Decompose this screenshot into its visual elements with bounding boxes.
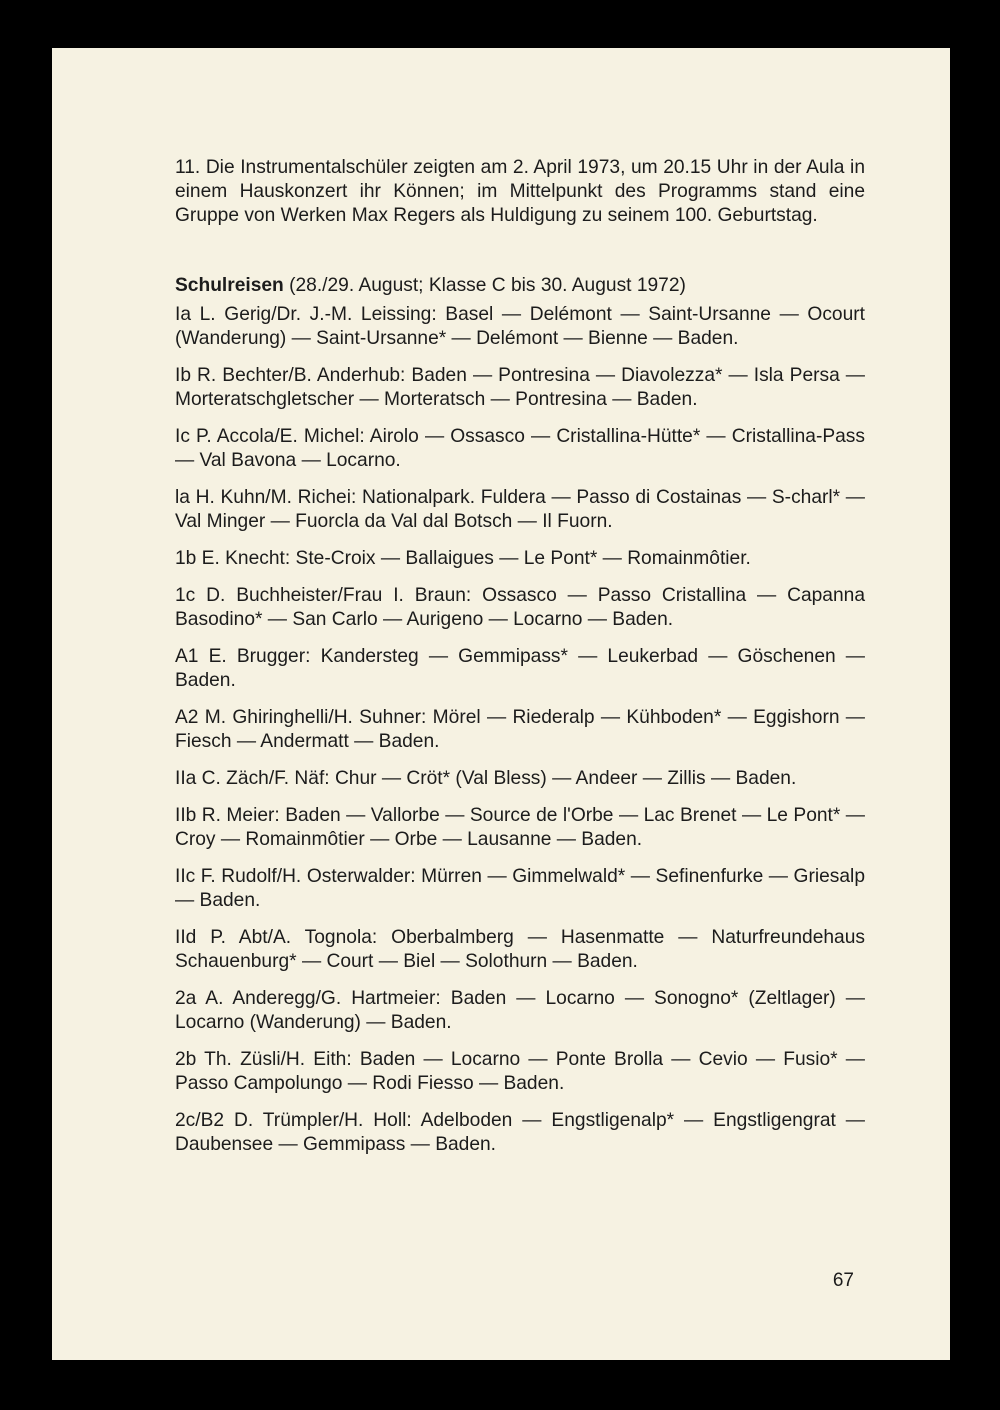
trip-entry-iib: IIb R. Meier: Baden — Vallorbe — Source de l'Orbe — Lac Brenet — Le Pont* — Croy — Romainmôtier — Orbe — Lausanne — Baden. [175,805,865,850]
trip-entry-iic: IIc F. Rudolf/H. Osterwalder: Mürren — Gimmelwald* — Sefinenfurke — Griesalp — Baden. [175,866,865,911]
trip-entry-2c-b2: 2c/B2 D. Trümpler/H. Holl: Adelboden — Engstligenalp* — Engstligengrat — Daubensee — Gemmipass — Baden. [175,1110,865,1155]
document-page [52,48,950,1360]
page-content [175,156,865,1170]
trip-entry-ib: Ib R. Bechter/B. Anderhub: Baden — Pontresina — Diavolezza* — Isla Persa — Morteratschgletscher — Morteratsch — Pontresina — Baden. [175,365,865,410]
trip-entry-a1: A1 E. Brugger: Kandersteg — Gemmipass* — Leukerbad — Göschenen — Baden. [175,646,865,691]
trip-entry-1b: 1b E. Knecht: Ste-Croix — Ballaigues — Le Pont* — Romainmôtier. [175,548,751,569]
trip-entry-ia: Ia L. Gerig/Dr. J.-M. Leissing: Basel — Delémont — Saint-Ursanne — Ocourt (Wanderung) — Saint-Ursanne* — Delémont — Bienne — Baden. [175,304,865,349]
trip-entry-iia: IIa C. Zäch/F. Näf: Chur — Cröt* (Val Bless) — Andeer — Zillis — Baden. [175,768,797,789]
trip-entry-ic: Ic P. Accola/E. Michel: Airolo — Ossasco — Cristallina-Hütte* — Cristallina-Pass — Val Bavona — Locarno. [175,426,865,471]
section-title: Schulreisen [175,275,284,296]
trip-entry-a2: A2 M. Ghiringhelli/H. Suhner: Mörel — Riederalp — Kühboden* — Eggishorn — Fiesch — Andermatt — Baden. [175,707,865,752]
section-subtitle: (28./29. August; Klasse C bis 30. August 1972) [283,275,686,296]
page-number: 67 [832,1270,854,1291]
trip-entry-iid: IId P. Abt/A. Tognola: Oberbalmberg — Hasenmatte — Naturfreundehaus Schauenburg* — Court — Biel — Solothurn — Baden. [175,927,865,972]
trip-entry-1c: 1c D. Buchheister/Frau I. Braun: Ossasco — Passo Cristallina — Capanna Basodino* — San Carlo — Aurigeno — Locarno — Baden. [175,585,865,630]
trip-entry-1a: la H. Kuhn/M. Richei: Nationalpark. Fuldera — Passo di Costainas — S-charl* — Val Minger — Fuorcla da Val dal Botsch — Il Fuorn. [175,487,865,532]
intro-paragraph: 11. Die Instrumentalschüler zeigten am 2. April 1973, um 20.15 Uhr in der Aula in einem Hauskonzert ihr Können; im Mittelpunkt des Programms stand eine Gruppe von Werken Max Regers als Huldigung zu seinem 100. Geburtstag. [175,157,865,226]
trip-entry-2b: 2b Th. Züsli/H. Eith: Baden — Locarno — Ponte Brolla — Cevio — Fusio* — Passo Campolungo — Rodi Fiesso — Baden. [175,1049,865,1094]
trip-entry-2a: 2a A. Anderegg/G. Hartmeier: Baden — Locarno — Sonogno* (Zeltlager) — Locarno (Wanderung) — Baden. [175,988,865,1033]
section-heading [175,274,865,298]
